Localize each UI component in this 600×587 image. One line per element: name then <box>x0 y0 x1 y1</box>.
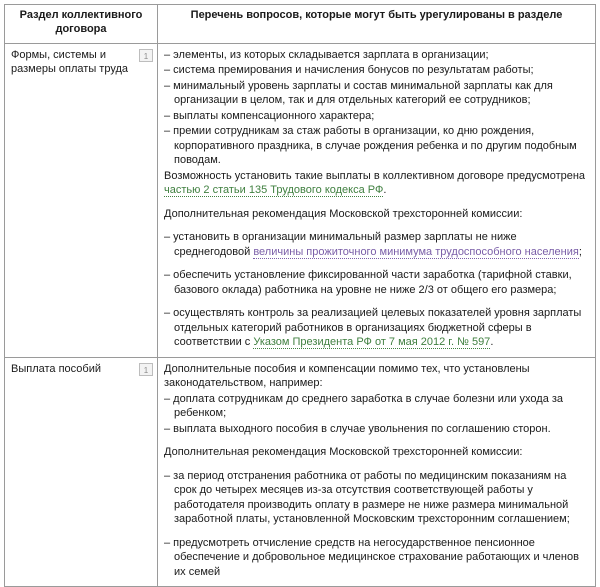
table-row <box>5 43 596 357</box>
note-marker-icon[interactable]: 1 <box>139 363 153 376</box>
list-item: – выплата выходного пособия в случае увольнения по соглашению сторон. <box>164 422 551 435</box>
collective-agreement-table <box>4 4 596 587</box>
recommendation-item-suspension-pay: – за период отстранения работника от работы по медицинским показаниям на срок до четырех месяцев из-за отсутствия соответствующей работы у работодателя производить оплату в размере не ниже размера минимальной заработной платы, установленной Московским трехсторонним соглашением; <box>164 469 570 526</box>
paragraph-law-reference <box>164 169 589 198</box>
spacer <box>164 260 589 268</box>
spacer <box>164 528 589 536</box>
section-name-text: Формы, системы и размеры оплаты труда <box>11 48 128 75</box>
list-item: – система премирования и начисления бонусов по результатам работы; <box>164 64 534 77</box>
list-item: – элементы, из которых складывается зарплата в организации; <box>164 48 489 61</box>
paragraph-intro: Дополнительные пособия и компенсации помимо тех, что установлены законодательством, например: <box>164 362 530 390</box>
recommendation-item-minimum-wage <box>164 230 589 259</box>
spacer <box>164 437 589 445</box>
column-header-questions: Перечень вопросов, которые могут быть урегулированы в разделе <box>158 5 596 44</box>
section-content-cell <box>158 357 596 587</box>
list-item: – доплата сотрудникам до среднего заработка в случае болезни или ухода за ребенком; <box>164 392 564 420</box>
recommendation-item-pension-insurance: – предусмотреть отчисление средств на негосударственное пенсионное обеспечение и добровольное медицинское страхование работающих и членов их семей <box>164 536 579 578</box>
paragraph-commission-note: Дополнительная рекомендация Московской трехсторонней комиссии: <box>164 446 523 459</box>
recommendation-text: – осуществлять контроль за реализацией целевых показателей уровня зарплаты отдельных категорий работников в организациях бюджетной сферы в соответствии с <box>164 307 582 349</box>
section-name-cell <box>5 43 158 357</box>
section-name-text: Выплата пособий <box>11 362 101 375</box>
list-item: – премии сотрудникам за стаж работы в организации, ко дню рождения, корпоративного праздника, в случае рождения ребенка и по другим подобным поводам. <box>164 125 577 167</box>
note-marker-icon[interactable]: 1 <box>139 49 153 62</box>
recommendation-item-control <box>164 306 589 350</box>
spacer <box>164 298 589 306</box>
link-labor-code[interactable]: частью 2 статьи 135 Трудового кодекса РФ <box>164 184 384 197</box>
table-header-row <box>5 5 596 44</box>
column-header-section: Раздел коллективного договора <box>5 5 158 44</box>
spacer <box>164 199 589 207</box>
recommendation-text-end: ; <box>578 245 582 258</box>
paragraph-text-end: . <box>383 184 387 197</box>
section-content-cell <box>158 43 596 357</box>
recommendation-text-end: . <box>490 336 494 349</box>
recommendation-item-fixed-part: – обеспечить установление фиксированной части заработка (тарифной ставки, базового оклада) работника на уровне не ниже 2/3 от общего его размера; <box>164 269 572 296</box>
section-name-cell <box>5 357 158 587</box>
list-item: – минимальный уровень зарплаты и состав минимальной зарплаты как для организации в целом, так и для отдельных категорий ее сотрудников; <box>164 79 553 107</box>
paragraph-commission-note: Дополнительная рекомендация Московской трехсторонней комиссии: <box>164 207 523 220</box>
table-header <box>5 5 596 44</box>
table-body <box>5 43 596 587</box>
list-item: – выплаты компенсационного характера; <box>164 109 375 122</box>
link-subsistence-minimum[interactable]: величины прожиточного минимума трудоспособного населения <box>253 245 579 258</box>
table-row <box>5 357 596 587</box>
spacer <box>164 461 589 469</box>
link-presidential-decree[interactable]: Указом Президента РФ от 7 мая 2012 г. № 597 <box>253 336 491 349</box>
paragraph-text: Возможность установить такие выплаты в коллективном договоре предусмотрена <box>164 169 586 182</box>
spacer <box>164 222 589 230</box>
recommendation-text: – установить в организации минимальный размер зарплаты не ниже среднегодовой <box>164 231 517 258</box>
